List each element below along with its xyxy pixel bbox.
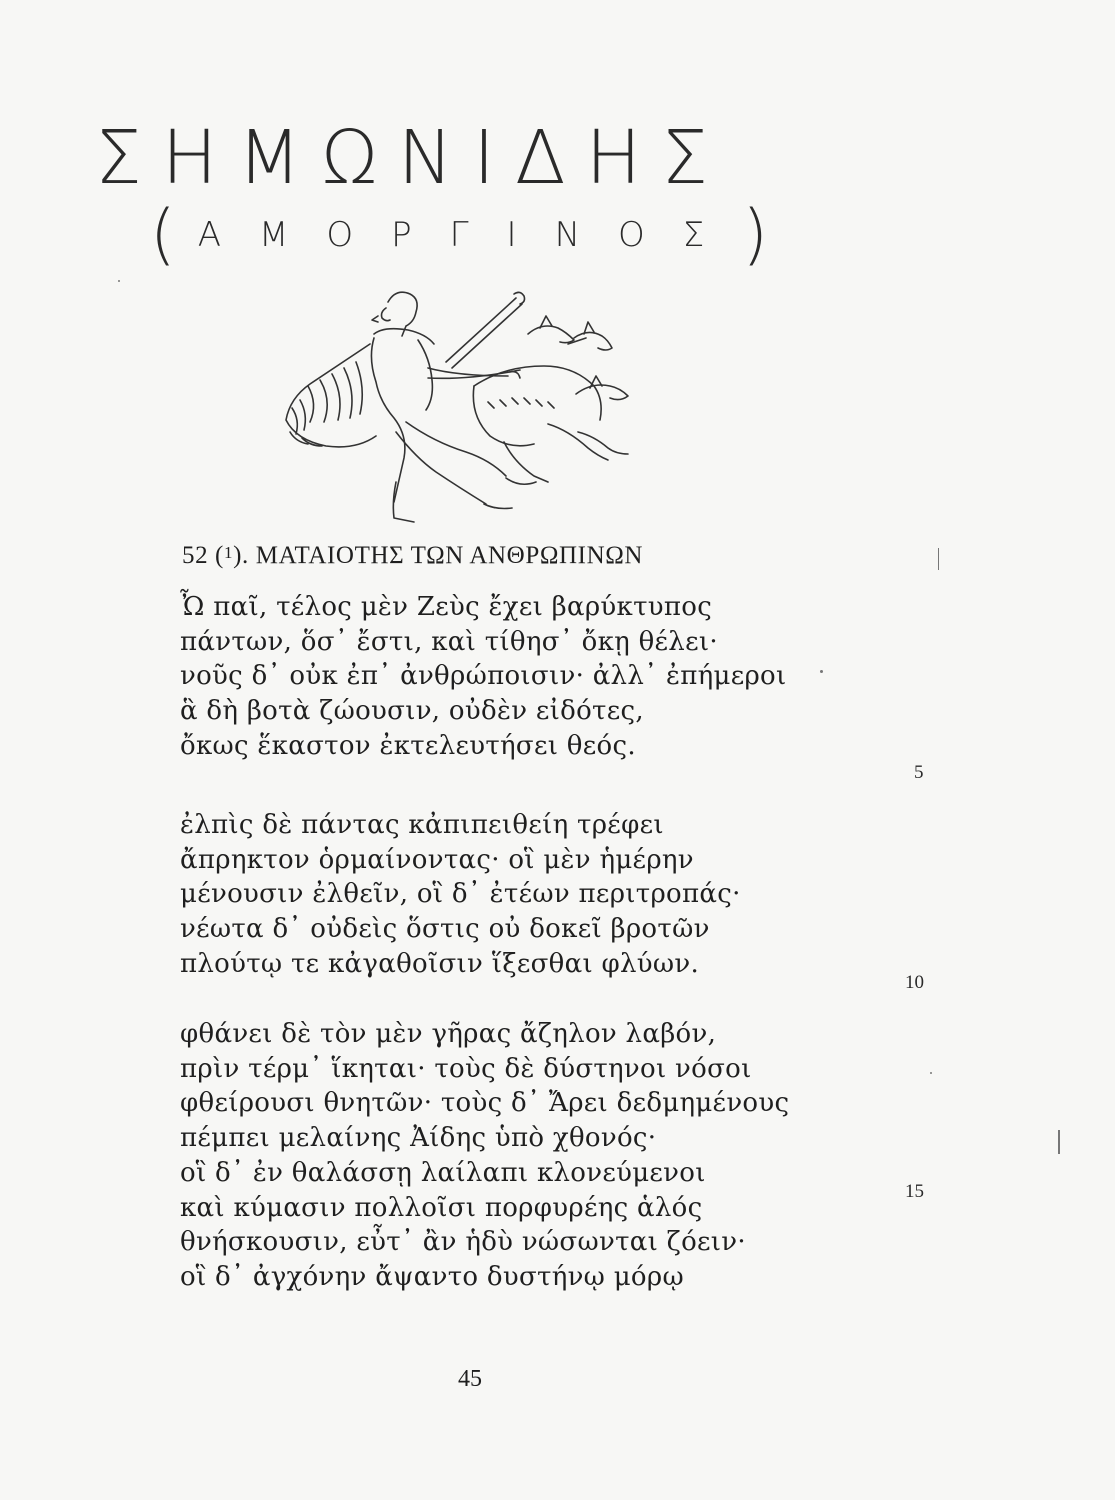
scan-mark [930, 1072, 932, 1074]
page-number: 45 [458, 1366, 482, 1392]
poem-number-sup: 1 [223, 543, 234, 562]
scan-mark [938, 548, 939, 570]
scan-mark [820, 670, 823, 673]
verse-line: νοῦς δ᾽ οὐκ ἐπ᾽ ἀνθρώποισιν· ἀλλ᾽ ἐπήμεροι [180, 661, 787, 692]
verse-line: νέωτα δ᾽ οὐδεὶς ὅστις οὐ δοκεῖ βροτῶν [180, 914, 710, 945]
verse-line: Ὦ παῖ, τέλος μὲν Ζεὺς ἔχει βαρύκτυπος [180, 592, 713, 622]
stanza-1 [180, 590, 787, 764]
verse-line: ἄπρηκτον ὁρμαίνοντας· οἳ μὲν ἡμέρην [180, 844, 694, 875]
line-number: 15 [905, 1181, 924, 1202]
poem-number-close: ). [233, 542, 249, 569]
author-subtitle [150, 195, 790, 273]
verse-line: θνήσκουσιν, εὖτ᾽ ἂν ἡδὺ νώσωνται ζόειν· [180, 1227, 746, 1258]
stanza-3 [180, 1017, 789, 1295]
verse-line: οἳ δ᾽ ἐν θαλάσσῃ λαίλαπι κλονεύμενοι [180, 1157, 706, 1188]
verse-line: φθάνει δὲ τὸν μὲν γῆρας ἄζηλον λαβόν, [180, 1019, 717, 1049]
verse-line: μένουσιν ἐλθεῖν, οἳ δ᾽ ἐτέων περιτροπάς· [180, 879, 741, 910]
author-title: ΣΗΜΩΝΙΔΗΣ [95, 115, 728, 201]
vase-painting-hunter-with-hounds-icon [278, 282, 650, 528]
subtitle-close-paren: ) [742, 195, 769, 273]
scan-mark [1058, 1130, 1060, 1154]
verse-line: οἳ δ᾽ ἀγχόνην ἄψαντο δυστήνῳ μόρῳ [180, 1261, 684, 1292]
line-number: 5 [914, 762, 924, 783]
line-number: 10 [905, 972, 924, 993]
verse-line: ἃ δὴ βοτὰ ζώουσιν, οὐδὲν εἰδότες, [180, 696, 644, 727]
verse-line: φθείρουσι θνητῶν· τοὺς δ᾽ Ἄρει δεδμημένους [180, 1088, 790, 1119]
poem-title: ΜΑΤΑΙΟΤΗΣ ΤΩΝ ΑΝΘΡΩΠΙΝΩΝ [255, 542, 644, 569]
stanza-2 [180, 808, 741, 982]
verse-line: καὶ κύμασιν πολλοῖσι πορφυρέης ἁλός [180, 1192, 703, 1223]
poem-heading [182, 542, 643, 570]
verse-line: ὄκως ἕκαστον ἐκτελευτήσει θεός. [180, 730, 636, 761]
verse-line: πρὶν τέρμ᾽ ἵκηται· τοὺς δὲ δύστηνοι νόσοι [180, 1053, 752, 1084]
subtitle-open-paren: ( [150, 195, 176, 273]
verse-line: πάντων, ὅσ᾽ ἔστι, καὶ τίθησ᾽ ὄκῃ θέλει· [180, 626, 718, 657]
subtitle-text: ΑΜΟΡΓΙΝΟΣ [197, 214, 743, 255]
scan-mark [118, 280, 120, 282]
verse-line: πέμπει μελαίνης Ἀίδης ὑπὸ χθονός· [180, 1123, 657, 1154]
verse-line: ἐλπὶς δὲ πάντας κἀπιπειθείη τρέφει [180, 810, 664, 840]
poem-number: 52 ( [182, 542, 224, 569]
verse-line: πλούτῳ τε κἀγαθοῖσιν ἵξεσθαι φλύων. [180, 948, 700, 979]
